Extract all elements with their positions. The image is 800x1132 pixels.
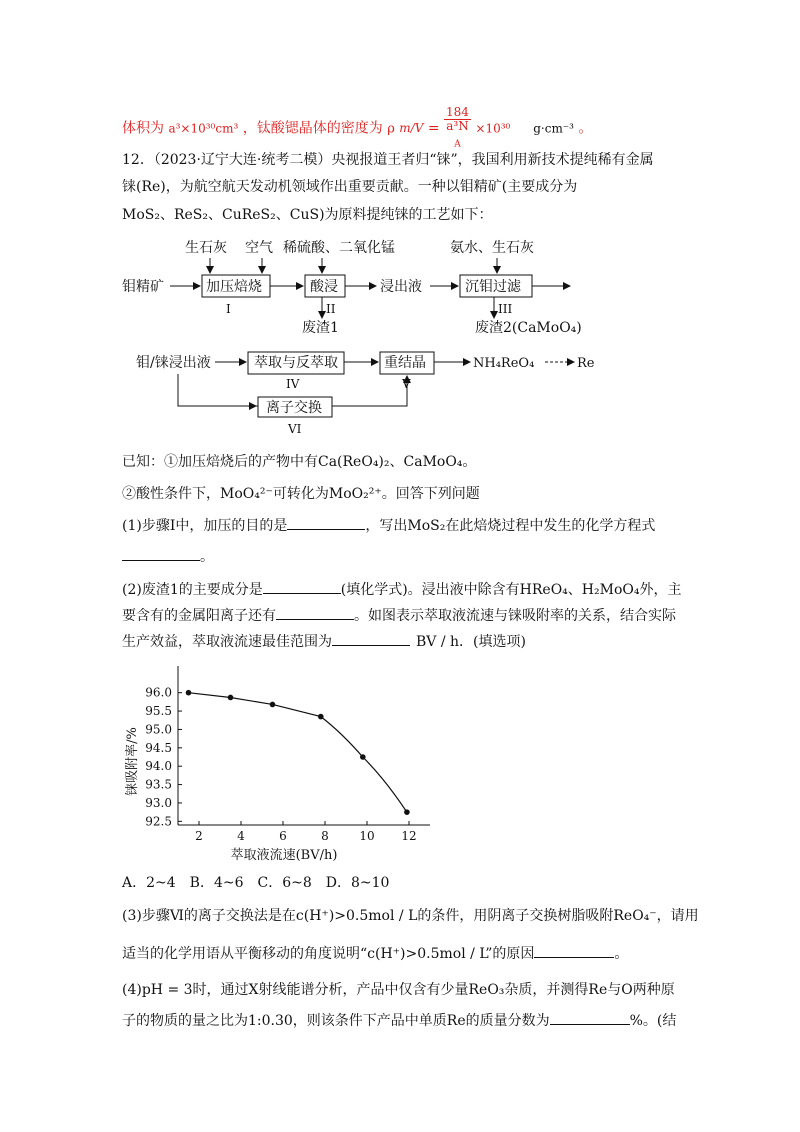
mo-re-liquor: 钼/铼浸出液 bbox=[136, 355, 211, 371]
q4-text-c: %。(结 bbox=[629, 1013, 677, 1029]
x-tick-label: 2 bbox=[195, 829, 203, 843]
volume-expression: a³×10³⁰cm³ bbox=[168, 121, 239, 136]
answer-options: A．2~4 B．4~6 C．6~8 D．8~10 bbox=[122, 875, 390, 891]
y-tick-label: 93.5 bbox=[145, 777, 172, 792]
y-tick-label: 93.0 bbox=[145, 795, 172, 810]
den-sub: A bbox=[454, 139, 461, 150]
q3-line-2 bbox=[122, 943, 628, 964]
step-6: VI bbox=[288, 422, 302, 436]
m-over-v bbox=[399, 122, 423, 135]
box-extraction-label: 萃取与反萃取 bbox=[254, 355, 338, 371]
data-point bbox=[228, 695, 234, 701]
q2-blank-3[interactable] bbox=[332, 631, 410, 646]
raw-ore: 钼精矿 bbox=[122, 279, 164, 295]
q4-line-1: (4)pH = 3时，通过X射线能谱分析，产品中仅含有少量ReO₃杂质，并测得Re与O两种原 bbox=[122, 982, 675, 998]
density-unit: g·cm⁻³ bbox=[533, 121, 574, 136]
y-tick-label: 95.5 bbox=[145, 704, 172, 719]
step-5: V bbox=[402, 377, 411, 391]
rho-symbol: ρ bbox=[387, 121, 395, 137]
x-tick-label: 12 bbox=[401, 829, 417, 843]
q2-text-e: 生产效益，萃取液流速最佳范围为 bbox=[122, 634, 332, 650]
input-acid-mno2: 稀硫酸、二氧化锰 bbox=[283, 240, 395, 256]
re-adsorption-chart bbox=[0, 650, 800, 870]
known-2: ②酸性条件下，MoO₄²⁻可转化为MoO₂²⁺。回答下列问题 bbox=[122, 486, 480, 502]
step-1: I bbox=[226, 302, 231, 316]
y-tick-label: 92.5 bbox=[145, 814, 172, 829]
q2-text-f: BV / h．(填选项) bbox=[416, 634, 526, 650]
box-pressure-roast-label: 加压焙烧 bbox=[206, 279, 262, 295]
q3-text-c: 。 bbox=[614, 946, 629, 962]
residue-2: 废渣2(CaMoO₄) bbox=[475, 320, 582, 336]
step-2: II bbox=[326, 302, 336, 316]
residue-1: 废渣1 bbox=[302, 320, 339, 336]
q1-text-c: 。 bbox=[200, 549, 214, 565]
q4-line-2 bbox=[122, 1010, 676, 1031]
known-1: 已知：①加压焙烧后的产物中有Ca(ReO₄)₂、CaMoO₄。 bbox=[122, 454, 477, 470]
density-numerator: 184 bbox=[446, 105, 469, 119]
q1-blank-2[interactable] bbox=[122, 546, 200, 561]
q12-line-3: MoS₂、ReS₂、CuReS₂、CuS)为原料提纯铼的工艺如下： bbox=[122, 207, 493, 223]
data-point bbox=[318, 714, 324, 720]
y-axis-label: 铼吸附率/% bbox=[125, 727, 140, 796]
input-air: 空气 bbox=[245, 240, 273, 256]
input-quicklime: 生石灰 bbox=[185, 240, 227, 256]
density-fraction bbox=[444, 106, 471, 151]
series-line bbox=[189, 693, 407, 812]
q2-line-2 bbox=[122, 605, 676, 626]
volume-label: 体积为 bbox=[122, 120, 164, 137]
product-nh4reo4: NH₄ReO₄ bbox=[473, 356, 535, 371]
q3-line-1: (3)步骤Ⅵ的离子交换法是在c(H⁺)>0.5mol / L的条件，用阴离子交换树脂吸附ReO₄⁻，请用 bbox=[122, 908, 699, 924]
den-main: a³N bbox=[446, 119, 469, 133]
density-answer-line: 体积为 a³×10³⁰cm³ ，钛酸锶晶体的密度为 ρ m/V = 184 a³N $_A$ ×10³⁰ g·cm⁻³ 。 bbox=[122, 105, 593, 150]
data-point bbox=[360, 754, 366, 760]
box-ion-exchange-label: 离子交换 bbox=[266, 400, 322, 416]
q1-text-a: (1)步骤Ⅰ中，加压的目的是 bbox=[122, 518, 288, 534]
y-tick-label: 96.0 bbox=[145, 685, 172, 700]
box-mo-filter-label: 沉钼过滤 bbox=[465, 279, 521, 295]
q2-blank-2[interactable] bbox=[276, 605, 354, 620]
leach-liquor: 浸出液 bbox=[380, 279, 422, 295]
data-point bbox=[270, 702, 276, 708]
q1-text-b: ，写出MoS₂在此焙烧过程中发生的化学方程式 bbox=[365, 518, 656, 534]
q4-blank[interactable] bbox=[550, 1010, 630, 1025]
y-tick-label: 94.5 bbox=[145, 740, 172, 755]
x-tick-label: 4 bbox=[237, 829, 245, 843]
q1-blank-1[interactable] bbox=[287, 515, 365, 530]
input-ammonia-lime: 氨水、生石灰 bbox=[450, 240, 534, 256]
q2-text-c: 要含有的金属阳离子还有 bbox=[122, 608, 276, 624]
q2-line-3 bbox=[122, 631, 526, 652]
q1-line-1 bbox=[122, 515, 655, 536]
q12-line-2: 铼(Re)，为航空航天发动机领域作出重要贡献。一种以钼精矿(主要成分为 bbox=[122, 179, 578, 195]
box-recrystallize-label: 重结晶 bbox=[384, 355, 426, 371]
process-flow-diagram bbox=[0, 228, 800, 438]
final-re: Re bbox=[577, 356, 595, 371]
box-acid-leach-label: 酸浸 bbox=[310, 279, 338, 295]
x-axis-label: 萃取液流速(BV/h) bbox=[230, 848, 338, 863]
m-over-v-text: m/V bbox=[399, 121, 424, 136]
q2-line-1 bbox=[122, 579, 681, 600]
y-tick-label: 95.0 bbox=[145, 722, 172, 737]
density-exponent: ×10³⁰ bbox=[475, 121, 511, 136]
q2-text-b: (填化学式)。浸出液中除含有HReO₄、H₂MoO₄外，主 bbox=[340, 582, 682, 598]
data-point bbox=[404, 809, 410, 815]
step-4: IV bbox=[286, 377, 300, 391]
x-tick-label: 6 bbox=[279, 829, 287, 843]
q2-blank-1[interactable] bbox=[263, 579, 341, 594]
q4-text-b: 子的物质的量之比为1:0.30，则该条件下产品中单质Re的质量分数为 bbox=[122, 1013, 550, 1029]
density-end: 。 bbox=[578, 120, 593, 137]
data-point bbox=[186, 690, 192, 696]
q3-blank[interactable] bbox=[534, 943, 614, 958]
density-label: ，钛酸锶晶体的密度为 bbox=[242, 120, 383, 137]
x-tick-label: 10 bbox=[359, 829, 375, 843]
q2-text-d: 。如图表示萃取液流速与铼吸附率的关系，结合实际 bbox=[354, 608, 676, 624]
x-tick-label: 8 bbox=[321, 829, 329, 843]
q1-line-2 bbox=[122, 546, 214, 567]
q12-line-1: 12．（2023·辽宁大连·统考二模）央视报道王者归“铼”，我国利用新技术提纯稀有金属 bbox=[122, 152, 654, 168]
density-denominator bbox=[444, 120, 471, 151]
y-tick-label: 94.0 bbox=[145, 759, 172, 774]
q3-text-b: 适当的化学用语从平衡移动的角度说明“c(H⁺)>0.5mol / L”的原因 bbox=[122, 946, 535, 962]
step-3: III bbox=[498, 302, 513, 316]
q2-text-a: (2)废渣1的主要成分是 bbox=[122, 582, 263, 598]
